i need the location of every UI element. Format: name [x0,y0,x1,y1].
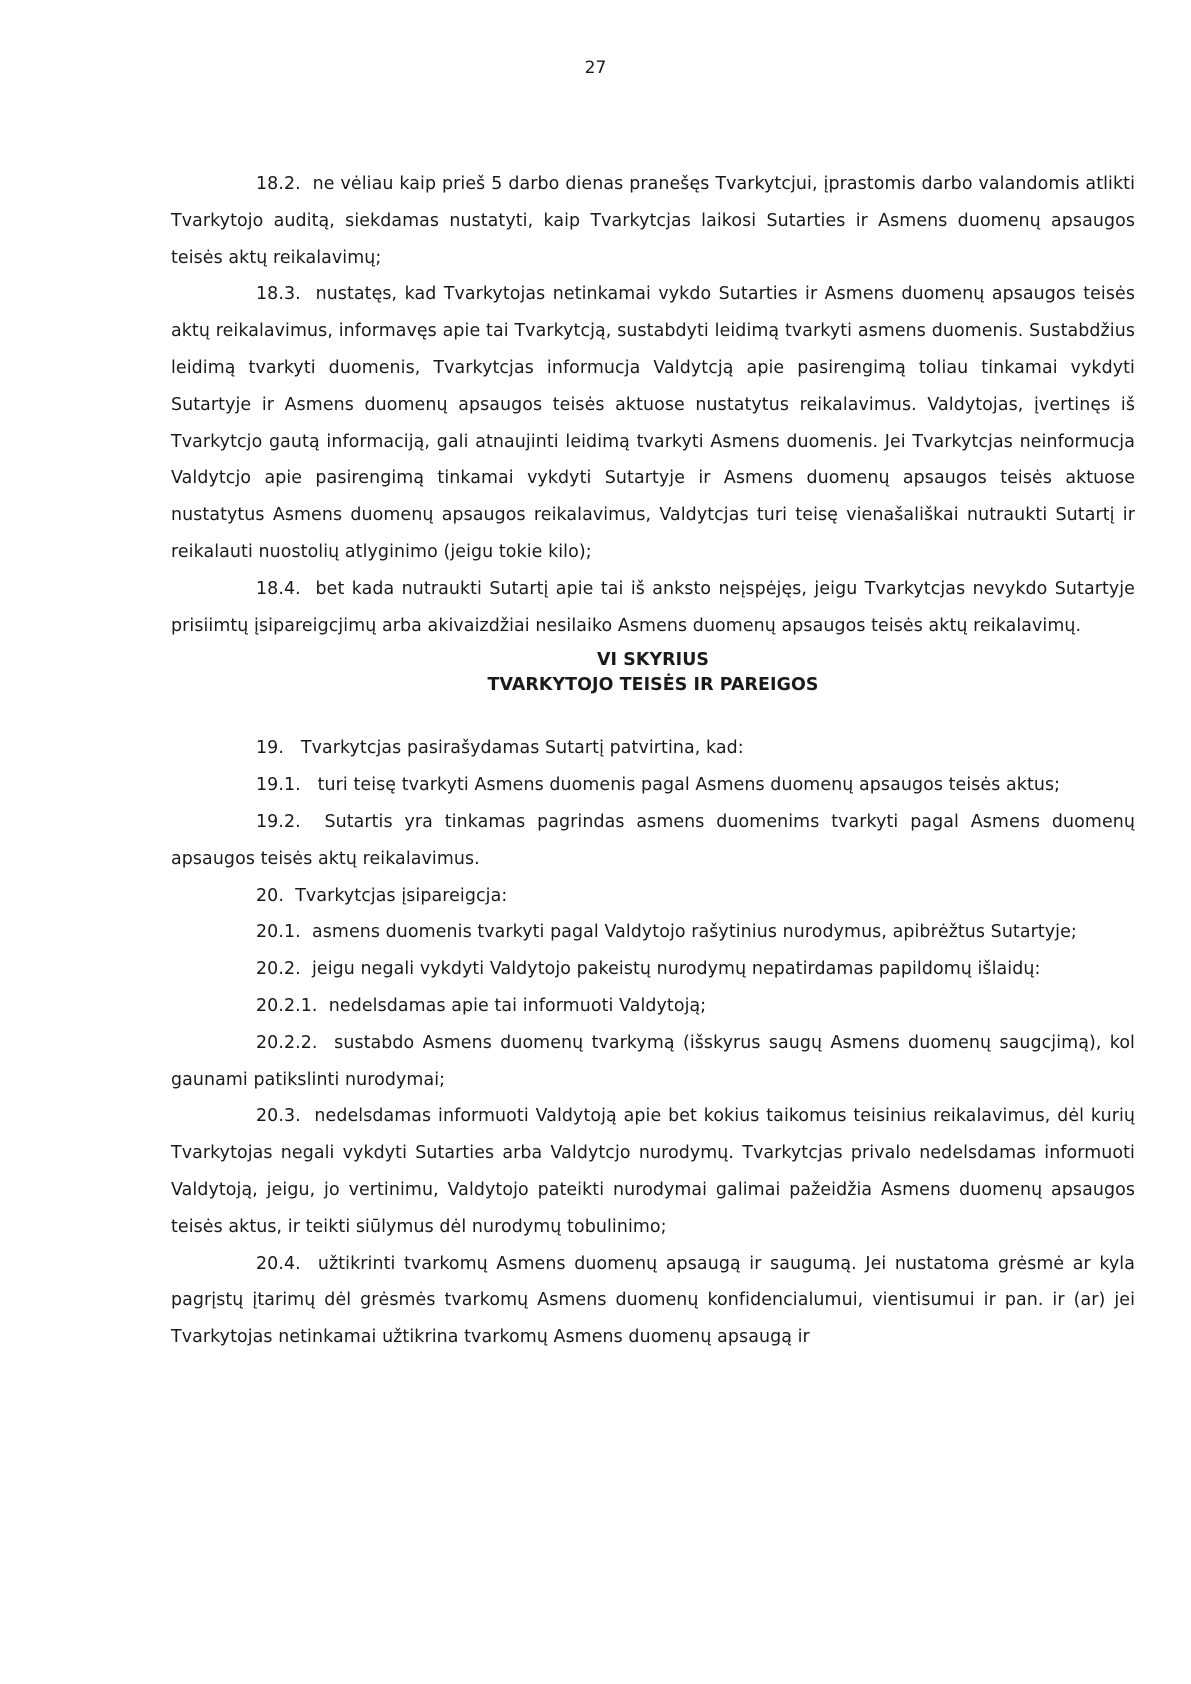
paragraph-20-4: 20.4. užtikrinti tvarkomų Asmens duomenų apsaugą ir saugumą. Jei nustatoma grėsmė ar kyla pagrįstų įtarimų dėl grėsmės tvarkomų Asmens duomenų konfidencialumui, vientisumui ir pan. ir (ar) jei Tvarkytojas netinkamai užtikrina tvarkomų Asmens duomenų apsaugą ir [171,1253,1135,1348]
paragraph-19-2: 19.2. Sutartis yra tinkamas pagrindas asmens duomenims tvarkyti pagal Asmens duomenų apsaugos teisės aktų reikalavimus. [171,811,1135,869]
chapter-number: VI SKYRIUS [596,650,710,671]
paragraph-19-1: 19.1. turi teisę tvarkyti Asmens duomenis pagal Asmens duomenų apsaugos teisės aktus; [256,775,1061,796]
paragraph-20-2-1: 20.2.1. nedelsdamas apie tai informuoti Valdytoją; [256,995,707,1016]
paragraph-20-3: 20.3. nedelsdamas informuoti Valdytoją apie bet kokius taikomus teisinius reikalavimus, dėl kurių Tvarkytojas negali vykdyti Sutarties arba Valdytcjo nurodymų. Tvarkytcjas privalo nedelsdamas informuoti Valdytoją, jeigu, jo vertinimu, Valdytojo pateikti nurodymai galimai pažeidžia Asmens duomenų apsaugos teisės aktus, ir teikti siūlymus dėl nurodymų tobulinimo; [171,1106,1135,1237]
paragraph-20-1: 20.1. asmens duomenis tvarkyti pagal Valdytojo rašytinius nurodymus, apibrėžtus Sutartyje; [256,922,1077,943]
paragraph-20: 20. Tvarkytcjas įsipareigcja: [256,885,508,906]
paragraph-20-2-2: 20.2.2. sustabdo Asmens duomenų tvarkymą (išskyrus saugų Asmens duomenų saugcjimą), kol gaunami patikslinti nurodymai; [171,1032,1135,1090]
document-body [171,166,1135,1356]
paragraph-18-4: 18.4. bet kada nutraukti Sutartį apie tai iš anksto neįspėjęs, jeigu Tvarkytcjas nevykdo Sutartyje prisiimtų įsipareigcjimų arba akivaizdžiai nesilaiko Asmens duomenų apsaugos teisės aktų reikalavimų. [171,578,1135,636]
paragraph-20-2: 20.2. jeigu negali vykdyti Valdytojo pakeistų nurodymų nepatirdamas papildomų išlaidų: [256,959,1041,980]
paragraph-19: 19. Tvarkytcjas pasirašydamas Sutartį patvirtina, kad: [256,738,744,759]
chapter-heading [171,648,1135,698]
paragraph-18-3: 18.3. nustatęs, kad Tvarkytojas netinkamai vykdo Sutarties ir Asmens duomenų apsaugos teisės aktų reikalavimus, informavęs apie tai Tvarkytcją, sustabdyti leidimą tvarkyti asmens duomenis. Sustabdžius leidimą tvarkyti duomenis, Tvarkytcjas informucja Valdytcją apie pasirengimą toliau tinkamai vykdyti Sutartyje ir Asmens duomenų apsaugos teisės aktuose nustatytus reikalavimus. Valdytojas, įvertinęs iš Tvarkytcjo gautą informaciją, gali atnaujinti leidimą tvarkyti Asmens duomenis. Jei Tvarkytcjas neinformucja Valdytcjo apie pasirengimą tinkamai vykdyti Sutartyje ir Asmens duomenų apsaugos teisės aktuose nustatytus Asmens duomenų apsaugos reikalavimus, Valdytcjas turi teisę vienašališkai nutraukti Sutartį ir reikalauti nuostolių atlyginimo (jeigu tokie kilo); [171,284,1135,562]
paragraph-18-2: 18.2. ne vėliau kaip prieš 5 darbo dienas pranešęs Tvarkytcjui, įprastomis darbo valandomis atlikti Tvarkytojo auditą, siekdamas nustatyti, kaip Tvarkytcjas laikosi Sutarties ir Asmens duomenų apsaugos teisės aktų reikalavimų; [171,174,1135,268]
chapter-title: TVARKYTOJO TEISĖS IR PAREIGOS [487,675,819,696]
page-number: 27 [584,58,607,78]
